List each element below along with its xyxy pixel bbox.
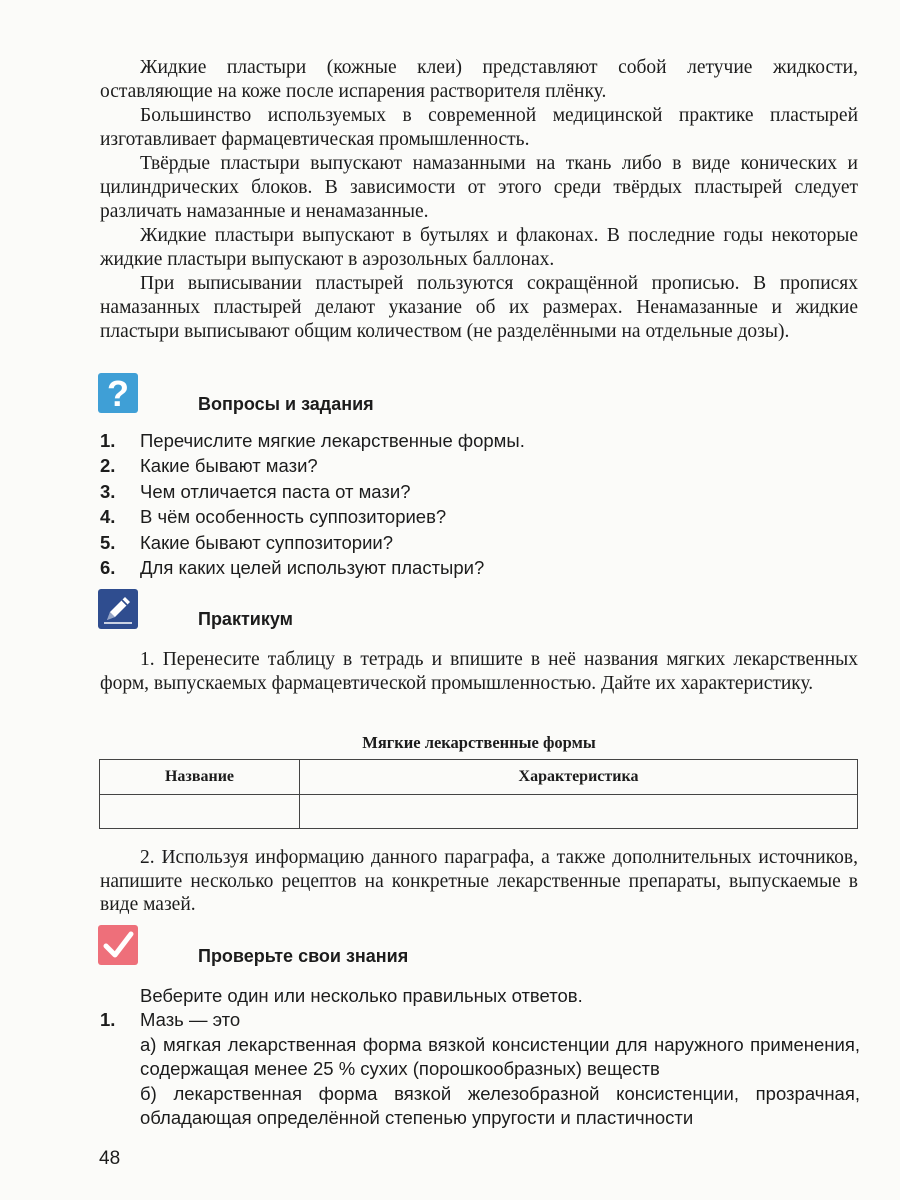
practicum-task-2: 2. Используя информацию данного параграфа, а также дополнительных источников, напишите несколько рецептов на конкретные лекарственные препараты, выпускаемые в виде мазей. (100, 847, 858, 915)
paragraph: Большинство используемых в современной медицинской практике пластырей изготавливает фармацевтическая промышленность. (100, 105, 858, 150)
column-header-characteristic: Характеристика (300, 760, 858, 795)
list-item: 5. Какие бывают суппозитории? (100, 531, 394, 553)
pen-icon (98, 589, 138, 629)
instruction: Веберите один или несколько правильных ответов. (140, 985, 583, 1006)
paragraph: Жидкие пластыри выпускают в бутылях и флаконах. В последние годы некоторые жидкие пластыри выпускают в аэрозольных баллонах. (100, 225, 858, 270)
checkmark-icon (98, 925, 138, 965)
list-item: 2. Какие бывают мази? (100, 455, 318, 477)
questions-title: Вопросы и задания (198, 394, 374, 414)
answer-option-b: б) лекарственная форма вязкой железобразной консистенции, прозрачная, обладающая определённой степенью упругости и пластичности (140, 1082, 860, 1129)
paragraph: Твёрдые пластыри выпускают намазанными на ткань либо в виде конических и цилиндрических блоков. В зависимости от этого среди твёрдых пластырей следует различать намазанные и ненамазанные. (100, 153, 858, 222)
table-cell (100, 795, 300, 829)
table-cell (300, 795, 858, 829)
svg-text:?: ? (107, 373, 129, 413)
intro-text (100, 56, 858, 344)
list-item: 1. Перечислите мягкие лекарственные формы. (100, 430, 525, 451)
list-item: 3. Чем отличается паста от мази? (100, 480, 411, 502)
table-title: Мягкие лекарственные формы (362, 733, 596, 752)
list-item: 6. Для каких целей используют пластыри? (100, 557, 485, 579)
list-item: 4. В чём особенность суппозиториев? (100, 506, 447, 528)
practicum-title: Практикум (198, 609, 293, 629)
questions-list (100, 428, 860, 580)
check-content (100, 984, 860, 1130)
paragraph: Жидкие пластыри (кожные клеи) представляют собой летучие жидкости, оставляющие на коже после испарения растворителя плёнку. (100, 57, 858, 102)
table-row (100, 795, 858, 829)
column-header-name: Название (100, 760, 300, 795)
answer-option-a: а) мягкая лекарственная форма вязкой консистенции для наружного применения, содержащая менее 25 % сухих (порошкообразных) веществ (140, 1033, 860, 1080)
test-question: 1. Мазь — это (100, 1009, 241, 1031)
paragraph: При выписывании пластырей пользуются сокращённой прописью. В прописях намазанных пластырей делают указание об их размерах. Ненамазанные и жидкие пластыри выписывают общим количеством (не разделёнными на отдельные дозы). (100, 273, 858, 342)
table-header-row (100, 760, 858, 795)
question-mark-icon (98, 373, 138, 413)
practicum-task-1: 1. Перенесите таблицу в тетрадь и впишите в неё названия мягких лекарственных форм, выпускаемых фармацевтической промышленностью. Дайте их характеристику. (100, 649, 858, 694)
page-number: 48 (99, 1148, 121, 1169)
soft-forms-table (99, 759, 858, 829)
check-title: Проверьте свои знания (198, 946, 409, 966)
